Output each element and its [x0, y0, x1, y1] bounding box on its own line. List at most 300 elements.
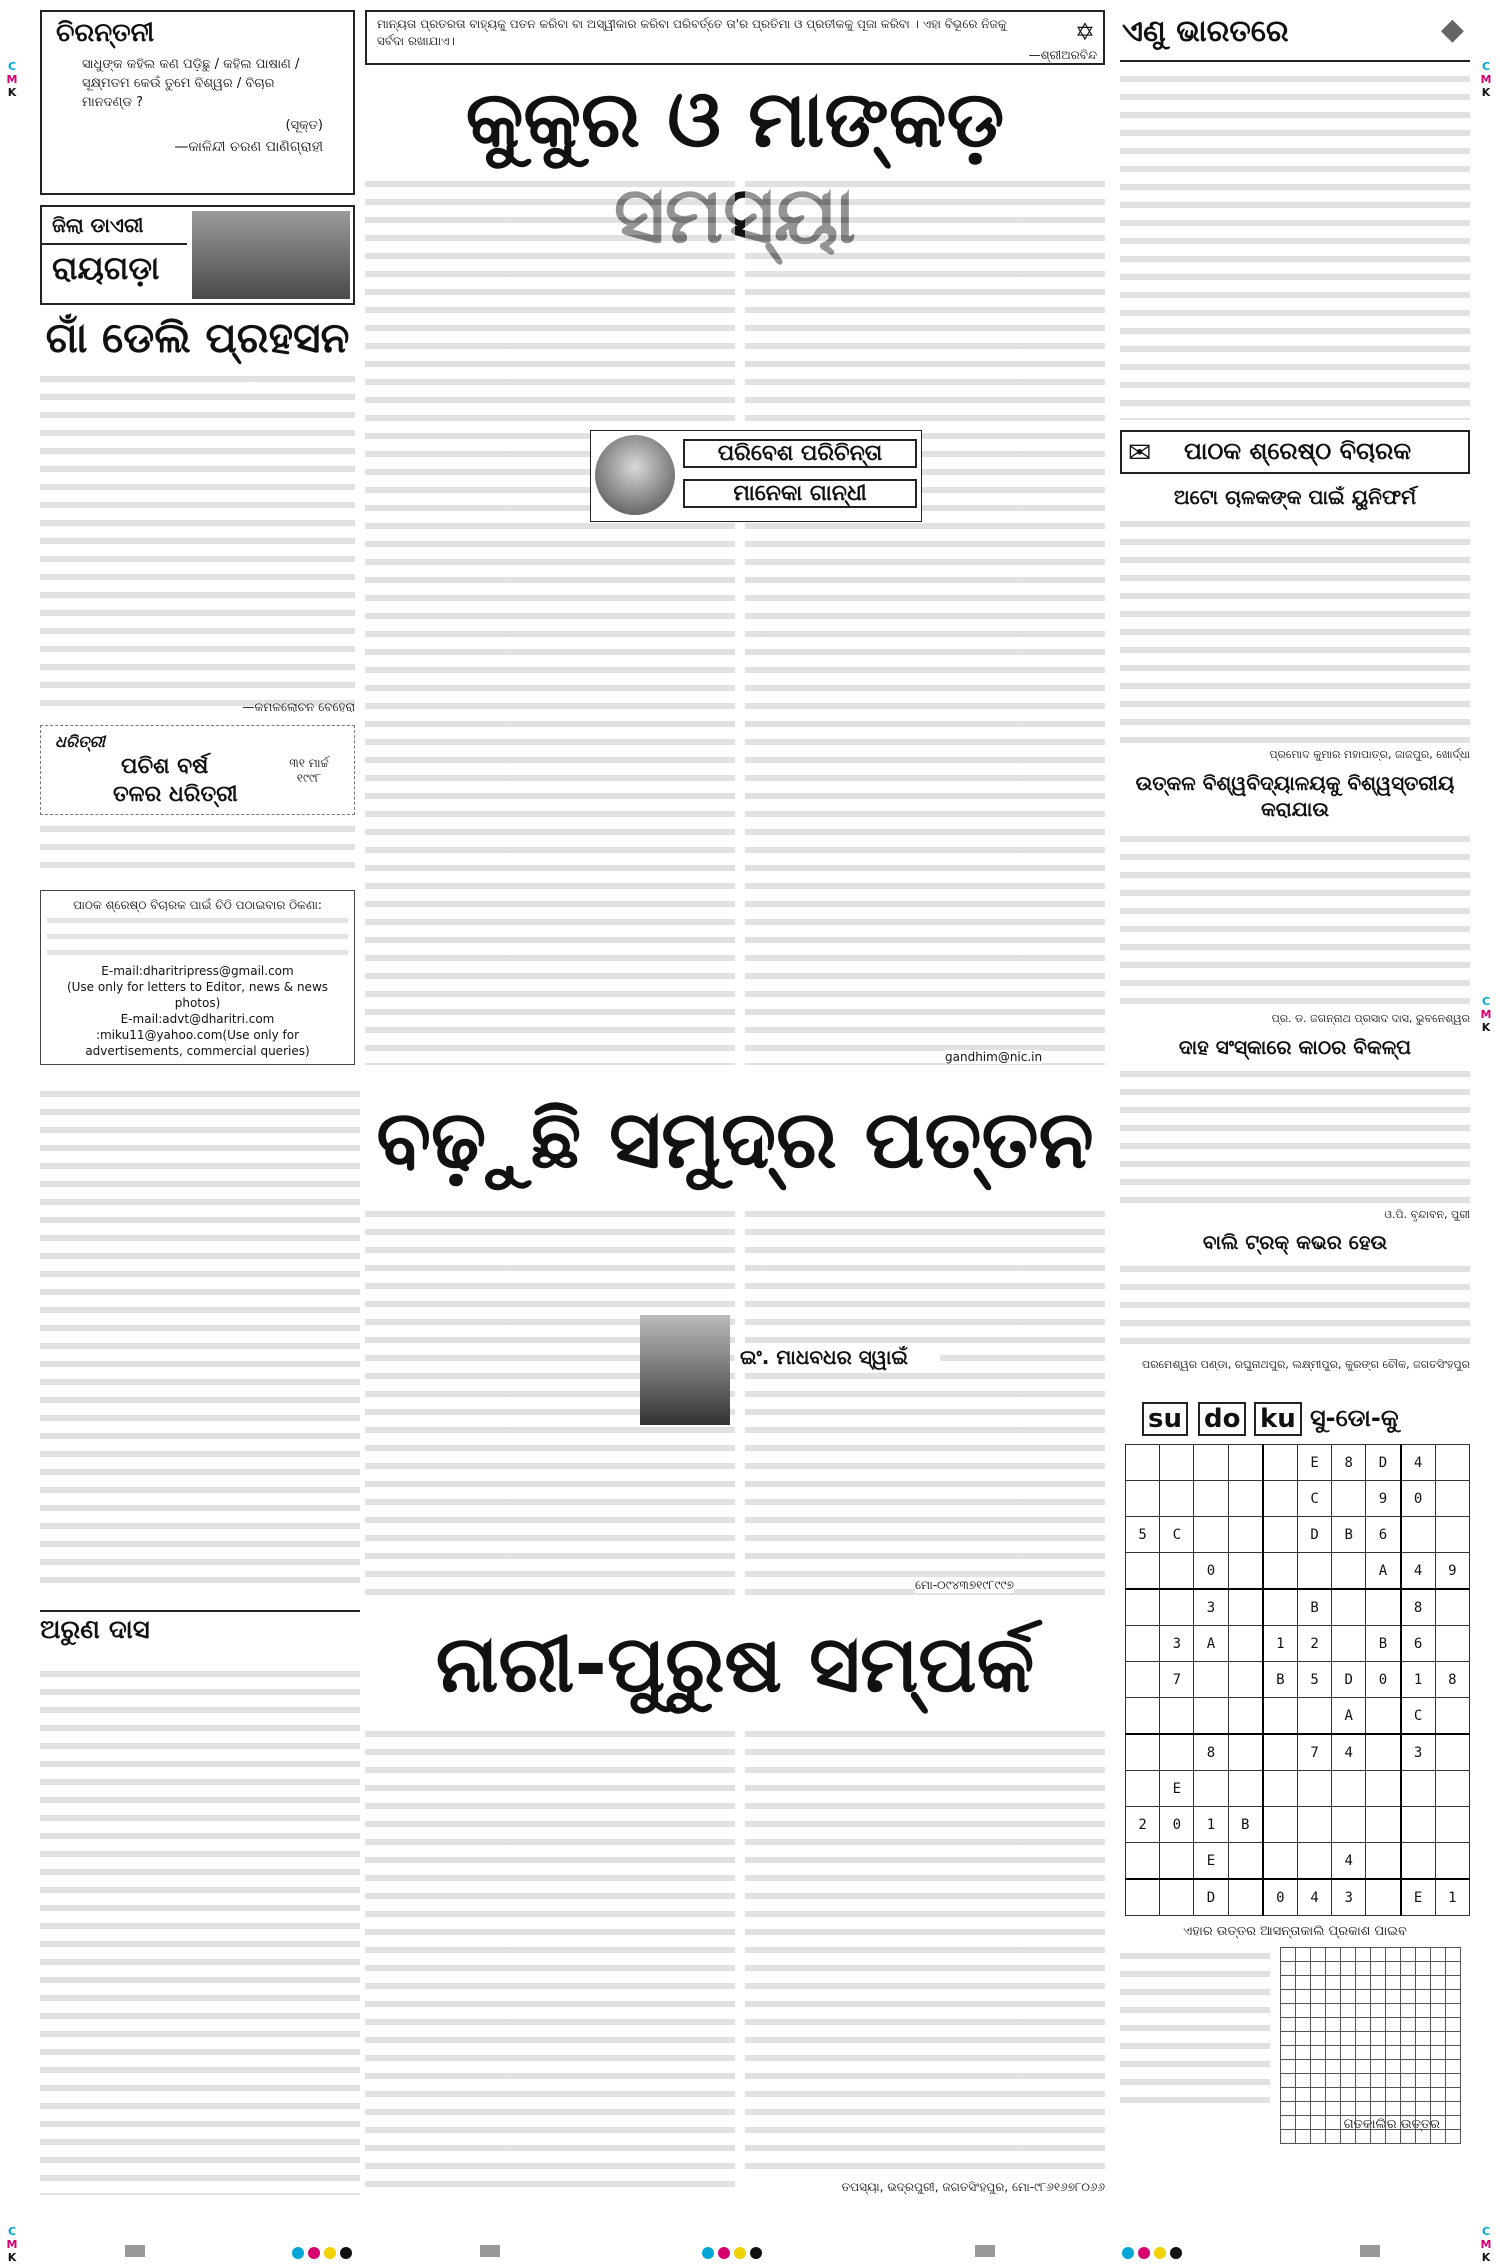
registration-mark-mid-right: C M K	[1480, 995, 1492, 1034]
sudoku-cell[interactable]: C	[1160, 1517, 1194, 1553]
sudoku-cell[interactable]	[1297, 1553, 1331, 1590]
answer-cell	[1401, 2116, 1416, 2130]
answer-cell	[1326, 1990, 1341, 2004]
answer-cell	[1326, 2060, 1341, 2074]
sudoku-cell[interactable]	[1435, 1517, 1469, 1553]
answer-cell	[1386, 1976, 1401, 1990]
sudoku-cell[interactable]: E	[1297, 1445, 1331, 1481]
sudoku-cell[interactable]: 4	[1401, 1553, 1436, 1590]
sudoku-cell[interactable]: 8	[1435, 1662, 1469, 1698]
answer-cell	[1416, 2046, 1431, 2060]
sudoku-row	[1126, 1445, 1470, 1481]
sudoku-title-su: su	[1142, 1402, 1188, 1436]
answer-row	[1281, 2074, 1461, 2088]
sudoku-cell[interactable]	[1126, 1481, 1160, 1517]
sudoku-cell[interactable]: 6	[1401, 1626, 1436, 1662]
sudoku-cell[interactable]	[1366, 1698, 1401, 1735]
sudoku-cell[interactable]	[1401, 1843, 1436, 1880]
answer-cell	[1371, 1962, 1386, 1976]
answer-cell	[1386, 1990, 1401, 2004]
answer-cell	[1311, 1976, 1326, 1990]
sudoku-cell[interactable]	[1228, 1771, 1263, 1807]
answer-cell	[1416, 2102, 1431, 2116]
sudoku-cell[interactable]	[1263, 1481, 1298, 1517]
answer-cell	[1311, 2102, 1326, 2116]
sudoku-cell[interactable]	[1228, 1589, 1263, 1626]
answer-cell	[1386, 2102, 1401, 2116]
answer-cell	[1401, 2046, 1416, 2060]
answer-cell	[1416, 2060, 1431, 2074]
answer-cell	[1431, 2004, 1446, 2018]
dharitri-years: ପଚିଶ ବର୍ଷ	[121, 754, 209, 779]
sudoku-cell[interactable]	[1401, 1771, 1436, 1807]
sudoku-cell[interactable]: 0	[1401, 1481, 1436, 1517]
sudoku-cell[interactable]	[1297, 1698, 1331, 1735]
sudoku-cell[interactable]	[1366, 1807, 1401, 1843]
answer-cell	[1341, 2004, 1356, 2018]
sudoku-cell[interactable]	[1401, 1517, 1436, 1553]
answer-cell	[1386, 2046, 1401, 2060]
sudoku-cell[interactable]	[1366, 1734, 1401, 1771]
answer-cell	[1446, 1990, 1461, 2004]
sudoku-cell[interactable]	[1194, 1771, 1228, 1807]
answer-cell	[1401, 1990, 1416, 2004]
sudoku-cell[interactable]	[1228, 1879, 1263, 1916]
sudoku-cell[interactable]	[1263, 1734, 1298, 1771]
answer-cell	[1386, 2060, 1401, 2074]
sudoku-cell[interactable]	[1126, 1553, 1160, 1590]
answer-cell	[1296, 2060, 1311, 2074]
sudoku-cell[interactable]	[1332, 1553, 1366, 1590]
sudoku-cell[interactable]	[1160, 1553, 1194, 1590]
answer-cell	[1326, 2102, 1341, 2116]
answer-cell	[1356, 2102, 1371, 2116]
sudoku-cell[interactable]	[1366, 1589, 1401, 1626]
sudoku-cell[interactable]	[1263, 1517, 1298, 1553]
answer-cell	[1401, 2102, 1416, 2116]
contact-email-editor[interactable]: E-mail:dharitripress@gmail.com	[101, 964, 294, 978]
answer-cell	[1341, 1990, 1356, 2004]
sudoku-cell[interactable]	[1160, 1734, 1194, 1771]
article-body	[40, 370, 355, 715]
answer-cell	[1431, 1990, 1446, 2004]
letter4-body	[1120, 1260, 1470, 1355]
top-quote-author: —ଶ୍ରୀଅରବିନ୍ଦ	[1028, 48, 1097, 62]
sudoku-cell[interactable]: 8	[1194, 1734, 1228, 1771]
answer-cell	[1341, 2074, 1356, 2088]
answer-cell	[1311, 2032, 1326, 2046]
sudoku-cell[interactable]: 8	[1401, 1589, 1436, 1626]
registration-mark-bottom-right: C M K	[1480, 2225, 1492, 2264]
chirantani-quote: ସାଧୁଙ୍କ କହିଲ କଣ ପଡ଼ିଛୁ / କହିଲ ପାଷାଣ / ସୂକ୍ଷ୍ମତମ କେଉଁ ତୁମେ ବିଶ୍ୱର / ବିଚାର ମାନଦଣ୍ଡ ?	[82, 57, 300, 110]
sudoku-cell[interactable]	[1126, 1843, 1160, 1880]
answer-cell	[1341, 2046, 1356, 2060]
relationship-author: ଅରୁଣ ଦାସ	[40, 1615, 150, 1645]
sudoku-cell[interactable]	[1126, 1771, 1160, 1807]
sudoku-cell[interactable]	[1126, 1445, 1160, 1481]
letter3-title: ଦାହ ସଂସ୍କାରେ କାଠର ବିକଳ୍ପ	[1178, 1035, 1412, 1059]
answer-row	[1281, 2116, 1461, 2130]
answer-cell	[1281, 2074, 1296, 2088]
sudoku-row	[1126, 1698, 1470, 1735]
sudoku-title-odia: ସୁ-ଡୋ-କୁ	[1310, 1404, 1399, 1432]
answer-cell	[1401, 1948, 1416, 1962]
sudoku-cell[interactable]	[1435, 1589, 1469, 1626]
answer-row	[1281, 2102, 1461, 2116]
sudoku-cell[interactable]: 6	[1366, 1517, 1401, 1553]
sudoku-cell[interactable]	[1332, 1481, 1366, 1517]
answer-cell	[1386, 2074, 1401, 2088]
answer-row	[1281, 2060, 1461, 2074]
answer-cell	[1281, 2032, 1296, 2046]
sudoku-cell[interactable]: 2	[1126, 1807, 1160, 1843]
sudoku-cell[interactable]	[1228, 1481, 1263, 1517]
sudoku-cell[interactable]: C	[1401, 1698, 1436, 1735]
cmyk-dots-2	[700, 2244, 764, 2263]
answer-cell	[1401, 2060, 1416, 2074]
sudoku-cell[interactable]	[1263, 1445, 1298, 1481]
answer-cell	[1386, 2130, 1401, 2144]
answer-cell	[1296, 2032, 1311, 2046]
answer-cell	[1341, 1962, 1356, 1976]
answer-cell	[1311, 2116, 1326, 2130]
sudoku-cell[interactable]	[1297, 1843, 1331, 1880]
answer-cell	[1431, 2018, 1446, 2032]
india-section-header	[1120, 10, 1470, 62]
sudoku-cell[interactable]	[1435, 1445, 1469, 1481]
answer-row	[1281, 1976, 1461, 1990]
sudoku-cell[interactable]: B	[1366, 1626, 1401, 1662]
answer-cell	[1326, 1962, 1341, 1976]
sudoku-cell[interactable]	[1435, 1698, 1469, 1735]
sudoku-cell[interactable]	[1366, 1771, 1401, 1807]
sudoku-cell[interactable]: 9	[1366, 1481, 1401, 1517]
sudoku-cell[interactable]	[1228, 1662, 1263, 1698]
sudoku-cell[interactable]: B	[1297, 1589, 1331, 1626]
letter4-sign: ପରମେଶ୍ୱର ପଣ୍ଡା, ରଘୁନାଥପୁର, ଲକ୍ଷ୍ମୀପୁର, କୁରଙ୍ଗ ଚୌକ, ଜଗତସିଂହପୁର	[1141, 1358, 1470, 1371]
answer-row	[1281, 2004, 1461, 2018]
sudoku-cell[interactable]: 3	[1401, 1734, 1436, 1771]
sudoku-cell[interactable]	[1228, 1843, 1263, 1880]
sudoku-cell[interactable]	[1194, 1445, 1228, 1481]
sudoku-cell[interactable]	[1160, 1481, 1194, 1517]
sudoku-row	[1126, 1553, 1470, 1590]
sudoku-cell[interactable]	[1332, 1771, 1366, 1807]
contact-email-advt[interactable]: E-mail:advt@dharitri.com	[120, 1012, 275, 1026]
sudoku-cell[interactable]	[1263, 1553, 1298, 1590]
sea-erosion-contact: ମୋ-୦୯୪୩୭୧୯୮୯୯୭	[915, 1578, 1014, 1592]
sudoku-cell[interactable]: A	[1366, 1553, 1401, 1590]
chirantani-author: —କାଳିନ୍ଦୀ ଚରଣ ପାଣିଗ୍ରାହୀ	[174, 139, 323, 155]
answer-cell	[1386, 2088, 1401, 2102]
answer-cell	[1431, 1976, 1446, 1990]
sudoku-cell[interactable]	[1160, 1843, 1194, 1880]
sudoku-cell[interactable]: 1	[1263, 1626, 1298, 1662]
answer-cell	[1341, 2060, 1356, 2074]
answer-cell	[1416, 2018, 1431, 2032]
sudoku-cell[interactable]: C	[1297, 1481, 1331, 1517]
sudoku-cell[interactable]	[1126, 1698, 1160, 1735]
answer-cell	[1326, 2032, 1341, 2046]
sudoku-cell[interactable]: 7	[1160, 1662, 1194, 1698]
sudoku-row	[1126, 1807, 1470, 1843]
answer-cell	[1326, 2116, 1341, 2130]
sudoku-row	[1126, 1843, 1470, 1880]
answer-cell	[1281, 2004, 1296, 2018]
sudoku-cell[interactable]	[1332, 1589, 1366, 1626]
top-quote-box	[365, 10, 1105, 65]
column-box	[590, 430, 922, 522]
sudoku-cell[interactable]: 9	[1435, 1553, 1469, 1590]
answer-cell	[1356, 1976, 1371, 1990]
sudoku-cell[interactable]	[1332, 1626, 1366, 1662]
answer-cell	[1371, 1990, 1386, 2004]
sudoku-cell[interactable]: 7	[1297, 1734, 1331, 1771]
answer-cell	[1401, 2088, 1416, 2102]
answer-cell	[1341, 1976, 1356, 1990]
district-diary-label: ଜିଲା ଡାଏରୀ	[42, 207, 187, 245]
sudoku-cell[interactable]	[1297, 1807, 1331, 1843]
contact-email-commercial[interactable]: :miku11@yahoo.com(Use only for advertisements, commercial queries)	[85, 1028, 310, 1058]
sudoku-cell[interactable]: A	[1194, 1626, 1228, 1662]
answer-cell	[1401, 2018, 1416, 2032]
sudoku-grid[interactable]	[1125, 1444, 1470, 1916]
letter2-title: ଉତ୍କଳ ବିଶ୍ୱବିଦ୍ୟାଳୟକୁ ବିଶ୍ୱସ୍ତରୀୟ କରାଯାଉ	[1135, 771, 1455, 821]
answer-cell	[1356, 2032, 1371, 2046]
sudoku-cell[interactable]	[1435, 1807, 1469, 1843]
sudoku-cell[interactable]	[1194, 1662, 1228, 1698]
answer-cell	[1281, 2060, 1296, 2074]
letter3-sign: ଓ.ପି. ବୃନ୍ଦାବନ, ପୁରୀ	[1384, 1208, 1470, 1221]
answer-cell	[1446, 1948, 1461, 1962]
india-section-body	[1120, 70, 1470, 420]
answer-row	[1281, 2018, 1461, 2032]
sudoku-cell[interactable]: 0	[1366, 1662, 1401, 1698]
yesterday-answer-grid	[1280, 1947, 1461, 2144]
answer-cell	[1326, 2046, 1341, 2060]
sudoku-cell[interactable]: 0	[1194, 1553, 1228, 1590]
answer-cell	[1401, 2130, 1416, 2144]
sudoku-section	[1120, 1400, 1470, 2200]
sudoku-cell[interactable]: 5	[1126, 1517, 1160, 1553]
answer-cell	[1326, 2004, 1341, 2018]
sudoku-row	[1126, 1662, 1470, 1698]
sudoku-cell[interactable]: E	[1401, 1879, 1436, 1916]
sudoku-cell[interactable]	[1297, 1771, 1331, 1807]
sudoku-cell[interactable]: D	[1194, 1879, 1228, 1916]
answer-cell	[1281, 2130, 1296, 2144]
sudoku-cell[interactable]	[1435, 1626, 1469, 1662]
answer-cell	[1341, 2116, 1356, 2130]
letters-header	[1120, 430, 1470, 474]
sudoku-cell[interactable]: 0	[1160, 1807, 1194, 1843]
sudoku-cell[interactable]: 3	[1332, 1879, 1366, 1916]
headline-relationship: ନାରୀ-ପୁରୁଷ ସମ୍ପର୍କ	[435, 1620, 1035, 1710]
answer-cell	[1281, 1990, 1296, 2004]
sudoku-cell[interactable]	[1228, 1626, 1263, 1662]
answer-cell	[1446, 2130, 1461, 2144]
answer-cell	[1371, 2102, 1386, 2116]
answer-cell	[1431, 2074, 1446, 2088]
answer-cell	[1446, 2046, 1461, 2060]
sudoku-cell[interactable]: D	[1297, 1517, 1331, 1553]
sudoku-cell[interactable]: 4	[1332, 1734, 1366, 1771]
sudoku-cell[interactable]: E	[1160, 1771, 1194, 1807]
sudoku-cell[interactable]	[1228, 1445, 1263, 1481]
chirantani-box	[40, 10, 355, 195]
sudoku-cell[interactable]: 4	[1401, 1445, 1436, 1481]
article-author: —କମଳଲୋଚନ ବେହେରା	[242, 700, 355, 714]
sudoku-cell[interactable]	[1366, 1879, 1401, 1916]
answer-cell	[1311, 2004, 1326, 2018]
sudoku-cell[interactable]: 4	[1297, 1879, 1331, 1916]
sudoku-cell[interactable]	[1160, 1445, 1194, 1481]
letter3-body	[1120, 1065, 1470, 1205]
sudoku-cell[interactable]	[1228, 1517, 1263, 1553]
registration-mark-bottom-left: C M K	[6, 2225, 18, 2264]
headline-dog-monkey: କୁକୁର ଓ ମାଙ୍କଡ଼	[465, 75, 1005, 165]
answer-row	[1281, 2032, 1461, 2046]
sudoku-cell[interactable]: 3	[1160, 1626, 1194, 1662]
sudoku-cell[interactable]	[1228, 1734, 1263, 1771]
answer-cell	[1296, 1990, 1311, 2004]
sudoku-answer-label: ଗତକାଲିର ଉତ୍ତର	[1343, 2117, 1440, 2132]
letter4-title: ବାଲି ଟ୍ରକ୍ କଭର ହେଉ	[1202, 1230, 1388, 1254]
sudoku-cell[interactable]	[1160, 1589, 1194, 1626]
sudoku-cell[interactable]	[1332, 1807, 1366, 1843]
sudoku-cell[interactable]	[1194, 1698, 1228, 1735]
answer-cell	[1431, 2032, 1446, 2046]
sudoku-cell[interactable]	[1435, 1734, 1469, 1771]
sudoku-cell[interactable]: 1	[1194, 1807, 1228, 1843]
contact-note-editor: (Use only for letters to Editor, news & news photos)	[66, 980, 329, 1010]
sudoku-cell[interactable]	[1435, 1771, 1469, 1807]
sudoku-cell[interactable]: 4	[1332, 1843, 1366, 1880]
answer-cell	[1386, 2032, 1401, 2046]
sudoku-cell[interactable]	[1160, 1879, 1194, 1916]
sudoku-cell[interactable]: 1	[1435, 1879, 1469, 1916]
sudoku-title-do: do	[1198, 1402, 1246, 1436]
answer-row	[1281, 2130, 1461, 2144]
answer-cell	[1356, 2088, 1371, 2102]
sudoku-cell[interactable]	[1126, 1626, 1160, 1662]
dancers-photo	[192, 211, 350, 299]
answer-cell	[1311, 1990, 1326, 2004]
sudoku-cell[interactable]	[1401, 1807, 1436, 1843]
answer-cell	[1296, 1948, 1311, 1962]
answer-cell	[1311, 2060, 1326, 2074]
sudoku-title-ku: ku	[1254, 1402, 1302, 1436]
sudoku-cell[interactable]: 3	[1194, 1589, 1228, 1626]
sudoku-cell[interactable]	[1160, 1698, 1194, 1735]
sudoku-cell[interactable]	[1228, 1698, 1263, 1735]
answer-cell	[1341, 2032, 1356, 2046]
answer-cell	[1386, 2004, 1401, 2018]
sudoku-cell[interactable]: 1	[1401, 1662, 1436, 1698]
district-diary-box	[40, 205, 355, 305]
sudoku-cell[interactable]: D	[1366, 1445, 1401, 1481]
answer-cell	[1296, 2116, 1311, 2130]
sudoku-cell[interactable]: 8	[1332, 1445, 1366, 1481]
sudoku-cell[interactable]	[1263, 1807, 1298, 1843]
gray-bar-1	[125, 2245, 145, 2257]
answer-cell	[1371, 2060, 1386, 2074]
india-section-title: ଏଣୁ ଭାରତରେ	[1122, 14, 1289, 49]
relationship-col0	[40, 1665, 360, 2195]
top-quote-text: ମାନ୍ୟତା ପ୍ରତରତା ବାହ୍ୟକୁ ପତନ କରିବା ବା ଅସ୍ୱୀକାର କରିବା ପରିବର୍ତ୍ତେ ତା'ର ପ୍ରତିମା ଓ ପ୍ରତୀକକୁ ପୂଜା କରିବା । ଏହା ବିଭୂରେ ନିଜକୁ ସର୍ବଦା ରଖାଯାଏ।	[377, 17, 1007, 48]
sudoku-cell[interactable]	[1435, 1481, 1469, 1517]
sudoku-cell[interactable]: 2	[1297, 1626, 1331, 1662]
answer-cell	[1416, 2116, 1431, 2130]
answer-cell	[1446, 2116, 1461, 2130]
answer-cell	[1311, 2088, 1326, 2102]
sea-erosion-col2	[745, 1205, 1105, 1595]
column-email[interactable]: gandhim@nic.in	[945, 1050, 1043, 1064]
sudoku-cell[interactable]: D	[1332, 1662, 1366, 1698]
sudoku-row	[1126, 1481, 1470, 1517]
envelope-icon: ✉	[1128, 436, 1152, 469]
gray-bar-4	[1360, 2245, 1380, 2257]
letter2-sign: ପ୍ର. ଡ. ଜଗନ୍ନାଥ ପ୍ରସାଦ ଦାସ, ଭୁବନେଶ୍ୱର	[1271, 1012, 1470, 1025]
headline-sea-erosion: ବଢ଼ୁଛି ସମୁଦ୍ର ପତ୍ତନ	[376, 1093, 1094, 1186]
answer-cell	[1341, 2018, 1356, 2032]
answer-cell	[1446, 2032, 1461, 2046]
sudoku-cell[interactable]	[1263, 1589, 1298, 1626]
sudoku-cell[interactable]	[1263, 1771, 1298, 1807]
sudoku-cell[interactable]	[1194, 1481, 1228, 1517]
sudoku-cell[interactable]	[1194, 1517, 1228, 1553]
answer-cell	[1431, 2116, 1446, 2130]
answer-cell	[1416, 2088, 1431, 2102]
sudoku-cell[interactable]: B	[1263, 1662, 1298, 1698]
answer-cell	[1446, 2018, 1461, 2032]
dharitri-25-years-box	[40, 725, 355, 815]
answer-cell	[1386, 2116, 1401, 2130]
registration-mark-top-right: C M K	[1480, 60, 1492, 99]
sudoku-cell[interactable]: B	[1228, 1807, 1263, 1843]
answer-cell	[1401, 2004, 1416, 2018]
sudoku-cell[interactable]: A	[1332, 1698, 1366, 1735]
sudoku-cell[interactable]	[1228, 1553, 1263, 1590]
sudoku-cell[interactable]: 0	[1263, 1879, 1298, 1916]
answer-cell	[1296, 2102, 1311, 2116]
letter2-body	[1120, 830, 1470, 1010]
answer-cell	[1356, 2018, 1371, 2032]
sudoku-note: ଏହାର ଉତ୍ତର ଆସନ୍ତାକାଲି ପ୍ରକାଶ ପାଇବ	[1183, 1924, 1407, 1939]
sudoku-cell[interactable]: E	[1194, 1843, 1228, 1880]
sudoku-row	[1126, 1879, 1470, 1916]
sudoku-cell[interactable]	[1366, 1843, 1401, 1880]
sudoku-cell[interactable]	[1263, 1698, 1298, 1735]
answer-cell	[1356, 2130, 1371, 2144]
sudoku-cell[interactable]: 5	[1297, 1662, 1331, 1698]
sudoku-cell[interactable]	[1435, 1843, 1469, 1880]
sudoku-cell[interactable]	[1126, 1879, 1160, 1916]
chirantani-source: (ସୂକ୍ତ)	[285, 118, 323, 133]
sudoku-row	[1126, 1626, 1470, 1662]
sudoku-cell[interactable]	[1126, 1589, 1160, 1626]
sudoku-cell[interactable]	[1263, 1843, 1298, 1880]
relationship-col1	[365, 1725, 735, 2195]
sudoku-cell[interactable]	[1126, 1734, 1160, 1771]
answer-cell	[1446, 2088, 1461, 2102]
answer-cell	[1341, 2088, 1356, 2102]
answer-cell	[1371, 2046, 1386, 2060]
sudoku-cell[interactable]: B	[1332, 1517, 1366, 1553]
relationship-footer: ତପସ୍ୟା, ଭଦ୍ରପୁରୀ, ଜଗତସିଂହପୁର, ମୋ-୯୮୬୧୬୭୮୦୬୬	[841, 2180, 1105, 2194]
answer-cell	[1431, 2088, 1446, 2102]
sudoku-cell[interactable]	[1126, 1662, 1160, 1698]
